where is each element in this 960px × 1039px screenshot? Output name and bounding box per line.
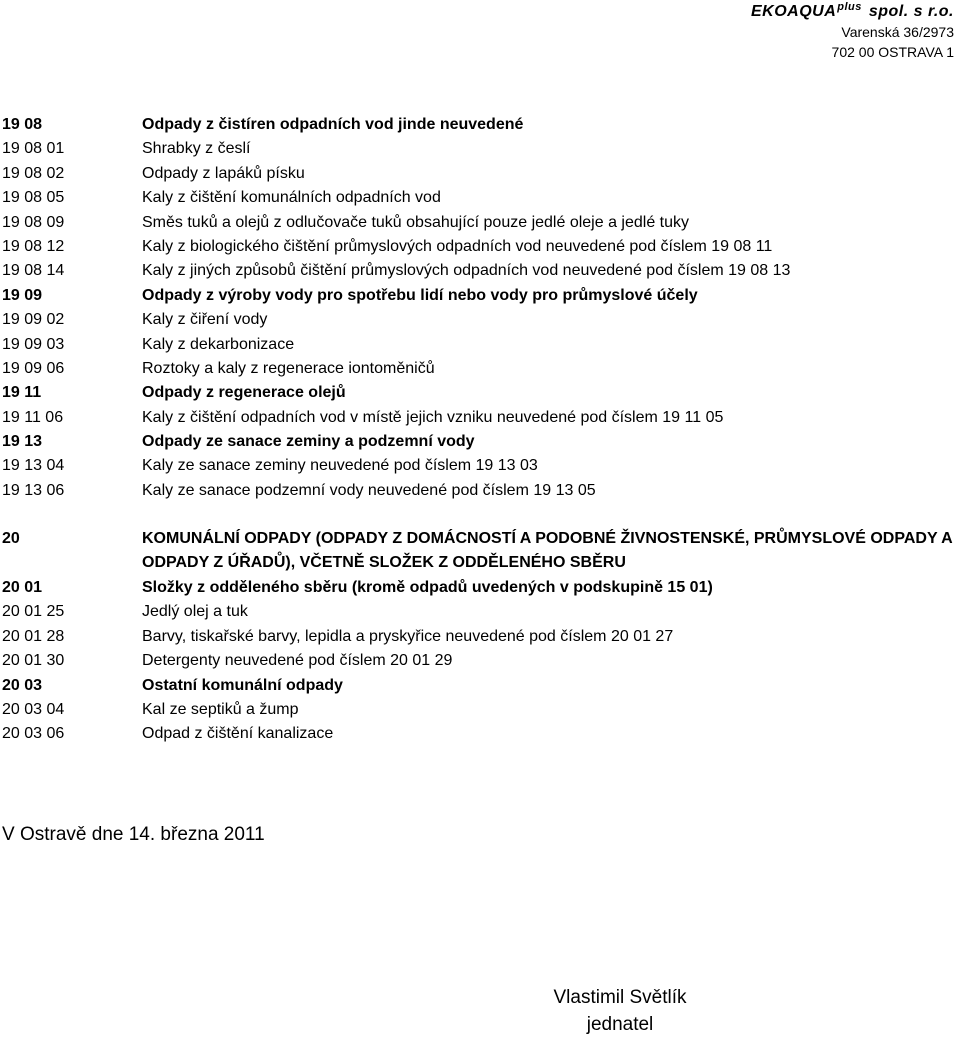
waste-description: Odpady z regenerace olejů <box>142 384 346 402</box>
waste-code: 20 03 04 <box>2 701 65 718</box>
catalog-row <box>2 357 958 381</box>
waste-description: Směs tuků a olejů z odlučovače tuků obsahující pouze jedlé oleje a jedlé tuky <box>142 213 690 231</box>
waste-description: Kaly ze sanace podzemní vody neuvedené pod číslem 19 13 05 <box>142 481 596 499</box>
waste-code: 19 13 <box>2 433 43 451</box>
company-name-line <box>751 2 954 22</box>
company-suffix: plus <box>837 0 862 13</box>
waste-code: 20 01 <box>2 579 43 597</box>
catalog-group-row <box>2 576 958 600</box>
waste-description: Složky z odděleného sběru (kromě odpadů uvedených v podskupině 15 01) <box>142 579 713 597</box>
company-city: 702 00 OSTRAVA 1 <box>831 44 954 60</box>
company-street: Varenská 36/2973 <box>841 24 954 40</box>
waste-code: 20 01 30 <box>2 652 65 670</box>
catalog-row <box>2 698 958 722</box>
waste-code: 20 01 25 <box>2 603 65 621</box>
waste-description: Kaly z dekarbonizace <box>142 335 295 353</box>
waste-code: 19 09 <box>2 286 43 304</box>
catalog-row <box>2 722 958 746</box>
waste-code: 19 08 12 <box>2 237 65 255</box>
catalog-row <box>2 308 958 332</box>
catalog-group-row <box>2 674 958 698</box>
waste-description: Shrabky z česlí <box>142 140 251 158</box>
waste-description: Odpady z čistíren odpadních vod jinde neuvedené <box>142 116 524 133</box>
waste-code: 19 08 05 <box>2 189 65 207</box>
waste-description: Kaly z čištění odpadních vod v místě jejich vzniku neuvedené pod číslem 19 11 05 <box>142 408 724 426</box>
catalog-row <box>2 406 958 430</box>
place-and-date: V Ostravě dne 14. března 2011 <box>2 824 265 845</box>
waste-code: 20 01 28 <box>2 627 65 645</box>
section-spacer <box>2 503 958 527</box>
catalog-row <box>2 211 958 235</box>
waste-description: Odpady ze sanace zeminy a podzemní vody <box>142 433 475 451</box>
catalog-row <box>2 186 958 210</box>
waste-description: Kaly ze sanace zeminy neuvedené pod číslem 19 13 03 <box>142 457 538 475</box>
signer-name: Vlastimil Světlík <box>553 987 687 1008</box>
waste-code: 19 08 <box>2 116 43 133</box>
catalog-group-row <box>2 284 958 308</box>
waste-code: 19 08 01 <box>2 140 65 158</box>
catalog-row <box>2 454 958 478</box>
waste-code: 20 <box>2 530 20 548</box>
waste-description: Ostatní komunální odpady <box>142 676 343 694</box>
company-name: EKOAQUA <box>751 3 837 20</box>
company-legal-form: spol. s r.o. <box>868 3 954 20</box>
waste-code: 19 09 02 <box>2 311 65 329</box>
waste-code: 19 11 06 <box>2 408 64 426</box>
catalog-row <box>2 137 958 161</box>
waste-catalog-list <box>2 113 958 747</box>
catalog-row <box>2 600 958 624</box>
waste-code: 19 08 14 <box>2 262 65 280</box>
waste-code: 19 09 06 <box>2 359 65 377</box>
waste-code: 20 03 <box>2 676 43 694</box>
waste-description: Kal ze septiků a žump <box>142 701 299 718</box>
catalog-row <box>2 479 958 503</box>
waste-description: Barvy, tiskařské barvy, lepidla a pryskyřice neuvedené pod číslem 20 01 27 <box>142 627 674 645</box>
catalog-group-row <box>2 381 958 405</box>
waste-code: 19 08 09 <box>2 213 65 231</box>
signature-block <box>520 984 720 1038</box>
signer-role: jednatel <box>586 1014 654 1035</box>
waste-description: KOMUNÁLNÍ ODPADY (ODPADY Z DOMÁCNOSTÍ A PODOBNÉ ŽIVNOSTENSKÉ, PRŮMYSLOVÉ ODPADY A ODPADY Z ÚŘADŮ), VČETNĚ SLOŽEK Z ODDĚLENÉHO SBĚRU <box>142 530 953 572</box>
letterhead <box>751 2 954 62</box>
waste-code: 19 09 03 <box>2 335 65 353</box>
waste-description: Kaly z čištění komunálních odpadních vod <box>142 189 441 207</box>
waste-description: Odpady z lapáků písku <box>142 164 305 182</box>
waste-description: Kaly z jiných způsobů čištění průmyslových odpadních vod neuvedené pod číslem 19 08 13 <box>142 262 791 280</box>
catalog-group-row <box>2 113 958 137</box>
waste-description: Kaly z biologického čištění průmyslových odpadních vod neuvedené pod číslem 19 08 11 <box>142 237 773 255</box>
waste-code: 19 13 06 <box>2 481 65 499</box>
waste-code: 19 08 02 <box>2 164 65 182</box>
waste-description: Roztoky a kaly z regenerace iontoměničů <box>142 359 435 377</box>
waste-description: Detergenty neuvedené pod číslem 20 01 29 <box>142 652 453 670</box>
waste-code: 20 03 06 <box>2 725 65 743</box>
catalog-row <box>2 333 958 357</box>
waste-code: 19 13 04 <box>2 457 65 475</box>
catalog-row <box>2 235 958 259</box>
catalog-row <box>2 162 958 186</box>
waste-description: Odpad z čištění kanalizace <box>142 725 334 743</box>
waste-code: 19 11 <box>2 384 42 402</box>
waste-description: Kaly z čiření vody <box>142 311 268 329</box>
catalog-row <box>2 649 958 673</box>
catalog-row <box>2 259 958 283</box>
catalog-row <box>2 625 958 649</box>
waste-description: Odpady z výroby vody pro spotřebu lidí nebo vody pro průmyslové účely <box>142 286 698 304</box>
catalog-chapter-row <box>2 527 958 576</box>
waste-description: Jedlý olej a tuk <box>142 603 248 621</box>
catalog-group-row <box>2 430 958 454</box>
